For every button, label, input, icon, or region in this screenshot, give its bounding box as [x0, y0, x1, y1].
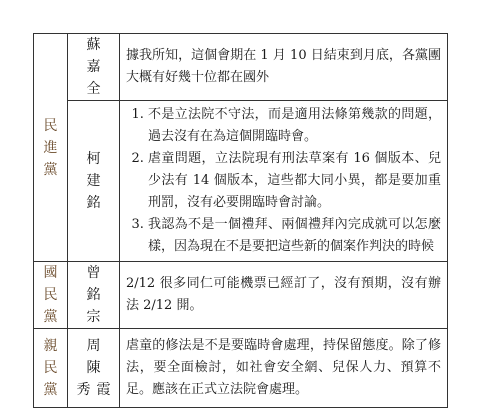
statement-cell: 據我所知，這個會期在 1 月 10 日結束到月底，各黨團大概有好幾十位都在國外	[120, 34, 448, 101]
party-cell-dpp	[34, 34, 68, 262]
speaker-name-line1: 蘇 嘉	[86, 37, 107, 75]
speaker-name-line2: 秀霞	[76, 382, 117, 398]
speaker-name-line1: 柯 建	[86, 151, 107, 189]
list-item: 1. 不是立法院不守法，而是適用法條第幾款的問題，過去沒有在為這個開臨時會。	[148, 104, 441, 148]
party-name: 國 民 黨	[43, 265, 58, 325]
table-row	[34, 329, 448, 408]
speaker-name-line1: 周 陳	[86, 338, 107, 376]
party-statements-table	[33, 33, 448, 408]
speaker-name-line1: 曾 銘	[86, 265, 107, 303]
statement-list	[126, 104, 441, 258]
table-row	[34, 101, 448, 262]
statement-cell: 虐童的修法是不是要臨時會處理，持保留態度。除了修法，要全面檢討，如社會安全網、兒保人力、預算不足。應該在正式立法院會處理。	[120, 329, 448, 408]
party-name: 親 民 黨	[43, 338, 58, 398]
table-row	[34, 262, 448, 329]
statement-cell	[120, 101, 448, 262]
statement-cell: 2/12 很多同仁可能機票已經訂了，沒有預期，沒有辦法 2/12 開。	[120, 262, 448, 329]
party-cell-pfp	[34, 329, 68, 408]
speaker-cell	[68, 34, 120, 101]
speaker-name-line2: 全	[86, 81, 107, 97]
speaker-cell	[68, 101, 120, 262]
speaker-cell	[68, 329, 120, 408]
party-name: 民 進 黨	[43, 117, 58, 178]
party-cell-kmt	[34, 262, 68, 329]
list-item: 3. 我認為不是一個禮拜、兩個禮拜內完成就可以怎麼樣，因為現在不是要把這些新的個案作判決的時候	[148, 214, 441, 258]
speaker-cell	[68, 262, 120, 329]
speaker-name-line2: 銘	[86, 195, 107, 211]
table-row	[34, 34, 448, 101]
list-item: 2. 虐童問題，立法院現有刑法草案有 16 個版本、兒少法有 14 個版本，這些都大同小異，都是要加重刑罰，沒有必要開臨時會討論。	[148, 148, 441, 214]
speaker-name-line2: 宗	[86, 309, 107, 325]
